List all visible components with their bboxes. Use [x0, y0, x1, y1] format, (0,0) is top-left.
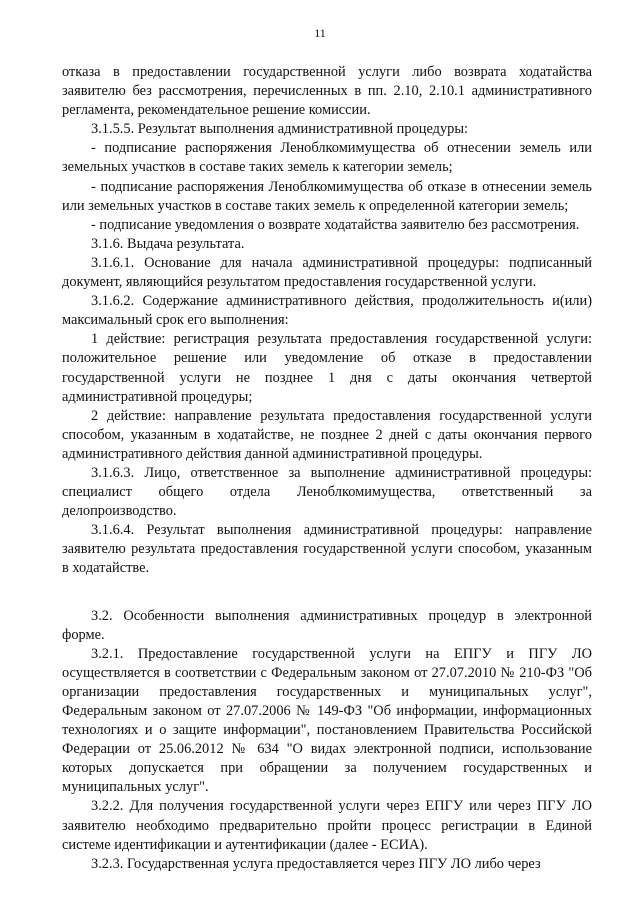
paragraph: - подписание распоряжения Леноблкомимущества об отказе в отнесении земель или земельных участков в составе таких земель к определенной категории земель; [62, 178, 592, 214]
paragraph: 3.1.6. Выдача результата. [91, 235, 245, 252]
section-3-2 [62, 607, 592, 874]
paragraph: 3.2.3. Государственная услуга предоставляется через ПГУ ЛО либо через [91, 855, 541, 872]
paragraph: 3.1.6.4. Результат выполнения административной процедуры: направление заявителю результата предоставления государственной услуги способом, указанным в ходатайстве. [62, 522, 592, 577]
paragraph: - подписание уведомления о возврате ходатайства заявителю без рассмотрения. [91, 216, 580, 233]
paragraph: 3.1.5.5. Результат выполнения административной процедуры: [91, 121, 469, 138]
paragraph: - подписание распоряжения Леноблкомимущества об отнесении земель или земельных участков в составе таких земель к категории земель; [62, 140, 592, 176]
paragraph: 3.2.1. Предоставление государственной услуги на ЕПГУ и ПГУ ЛО осуществляется в соответствии с Федеральным законом от 27.07.2010 № 210-ФЗ "Об организации предоставления государственных и муниципальных услуг", Федеральным законом от 27.07.2006 № 149-ФЗ "Об информации, информационных технологиях и о защите информации", постановлением Правительства Российской Федерации от 25.06.2012 № 634 "О видах электронной подписи, использование которых допускается при обращении за получением государственных и муниципальных услуг". [62, 645, 592, 796]
paragraph: 1 действие: регистрация результата предоставления государственной услуги: положительное решение или уведомление об отказе в предоставлении государственной услуги не позднее 1 дня с даты окончания четвертой административной процедуры; [62, 331, 592, 405]
section-gap [62, 579, 592, 607]
page-number: 11 [314, 26, 326, 40]
paragraph: 3.1.6.2. Содержание административного действия, продолжительность и(или) максимальный срок его выполнения: [62, 293, 592, 329]
paragraph: 3.1.6.1. Основание для начала административной процедуры: подписанный документ, являющийся результатом предоставления государственной услуги. [62, 254, 592, 291]
paragraph: 3.2. Особенности выполнения административных процедур в электронной форме. [62, 607, 592, 643]
paragraph: 3.2.2. Для получения государственной услуги через ЕПГУ или через ПГУ ЛО заявителю необходимо предварительно пройти процесс регистрации в Единой системе идентификации и аутентификации (далее - ЕСИА). [62, 798, 592, 853]
document-body [62, 63, 592, 874]
section-3-1-continued [62, 63, 592, 579]
paragraph: 2 действие: направление результата предоставления государственной услуги способом, указанным в ходатайстве, не позднее 2 дней с даты окончания первого административного действия данной административной процедуры. [62, 407, 592, 462]
paragraph: 3.1.6.3. Лицо, ответственное за выполнение административной процедуры: специалист общего отдела Леноблкомимущества, ответственный за делопроизводство. [62, 464, 592, 520]
paragraph: отказа в предоставлении государственной услуги либо возврата ходатайства заявителю без рассмотрения, перечисленных в пп. 2.10, 2.10.1 административного регламента, рекомендательное решение комиссии. [62, 64, 592, 119]
